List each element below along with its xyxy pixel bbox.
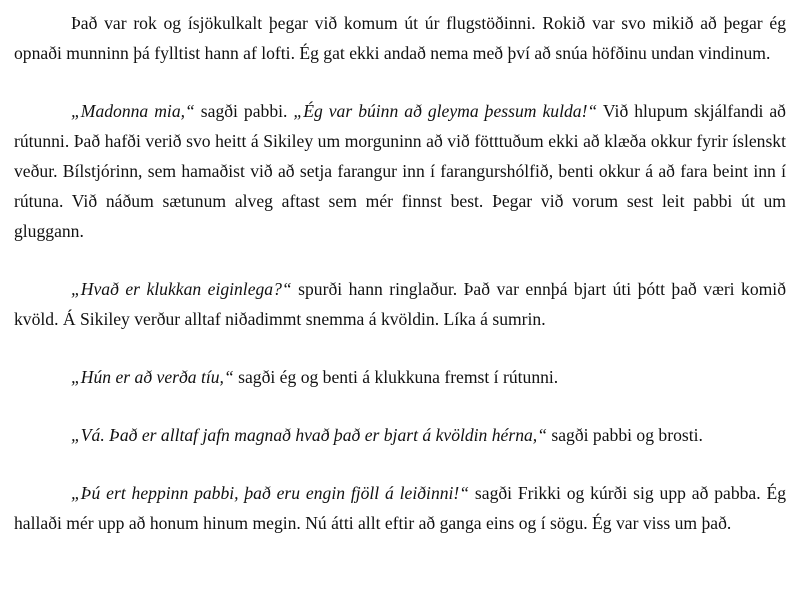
text-run: Við hlupum skjálfandi að rútunni. Það hafði verið svo heitt á Sikiley um morguninn að við fötttuðum ekki að klæða okkur fyrir íslenskt veður. Bílstjórinn, sem hamaðist við að setja farangur inn í farangurshólfið, benti okkur á að fara beint inn í rútuna. Við náðum sætunum alveg aftast sem mér finnst best. Þegar við vorum sest leit pabbi út um gluggann.: [14, 101, 786, 241]
paragraph-5: [14, 420, 786, 450]
paragraph-2: [14, 96, 786, 246]
paragraph-6: [14, 478, 786, 538]
text-run: sagði pabbi og brosti.: [547, 425, 703, 445]
text-run: sagði ég og benti á klukkuna fremst í rútunni.: [233, 367, 559, 387]
document-page: [14, 8, 786, 538]
dialogue-quote: „Vá. Það er alltaf jafn magnað hvað það er bjart á kvöldin hérna,“: [71, 425, 547, 445]
text-run: spurði hann ringlaður. Það var ennþá bjart úti þótt það væri komið kvöld. Á Sikiley verður alltaf niðadimmt snemma á kvöldin. Líka á sumrin.: [14, 279, 786, 329]
paragraph-3: [14, 274, 786, 334]
dialogue-quote: „Hún er að verða tíu,“: [71, 367, 234, 387]
text-run: sagði pabbi.: [194, 101, 294, 121]
dialogue-quote: „Hvað er klukkan eiginlega?“: [71, 279, 292, 299]
paragraph-1: [14, 8, 786, 68]
dialogue-quote: „Madonna mia,“: [71, 101, 195, 121]
paragraph-4: [14, 362, 786, 392]
text-run: Það var rok og ísjökulkalt þegar við komum út úr flugstöðinni. Rokið var svo mikið að þegar ég opnaði munninn þá fylltist hann af lofti. Ég gat ekki andað nema með því að snúa höfðinu undan vindinum.: [14, 13, 786, 63]
dialogue-quote: „Þú ert heppinn pabbi, það eru engin fjöll á leiðinni!“: [71, 483, 470, 503]
text-run: sagði Frikki og kúrði sig upp að pabba. Ég hallaði mér upp að honum hinum megin. Nú átti allt eftir að ganga eins og í sögu. Ég var viss um það.: [14, 483, 787, 533]
dialogue-quote: „Ég var búinn að gleyma þessum kulda!“: [293, 101, 598, 121]
